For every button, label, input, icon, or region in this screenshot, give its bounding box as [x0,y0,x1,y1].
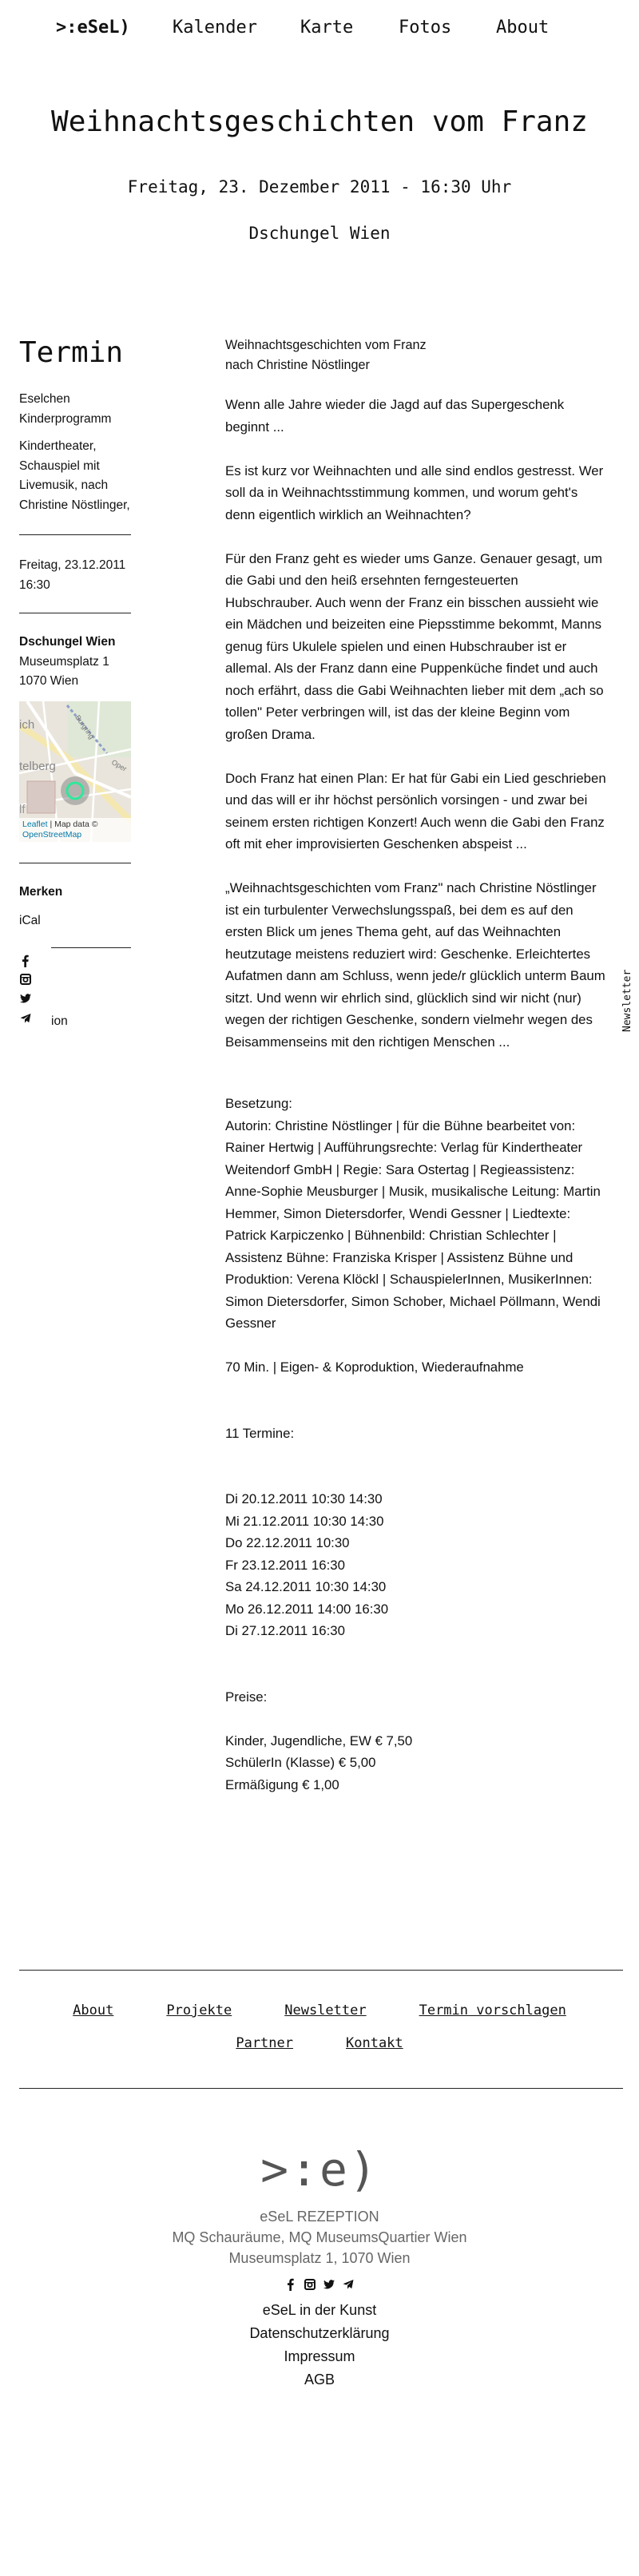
event-venue: Dschungel Wien [248,224,391,243]
venue-city: 1070 Wien [19,674,79,688]
ical-link[interactable]: iCal [19,914,41,927]
price-entry: SchülerIn (Klasse) € 5,00 [225,1755,376,1770]
dates-list [225,1488,609,1642]
price-entry: Ermäßigung € 1,00 [225,1776,339,1792]
facebook-icon[interactable] [19,955,32,967]
twitter-icon[interactable] [19,992,32,1005]
paragraph: Für den Franz geht es wieder ums Ganze. Genauer gesagt, um die Gabi und den heiß ersehnten ferngesteuerten Hubschrauber. Auch wenn der Franz ein bisschen aussieht wie ein Mädchen und beizeiten eine Piepsstimme bekommt, Manns genug fürs Ukulele spielen und einen Hubschrauber ist er allemal. Als der Franz dann eine Puppenküche findet und auch noch erfährt, dass die Gabi Weihnachten lieber mit dem „ach so tollen" Peter verbringen will, ist das der kleine Beginn vom großen Drama. [225,550,604,742]
footer-nav-row1 [0,2002,639,2018]
footer-nav-row2 [0,2035,639,2051]
footer-address-line2: Museumsplatz 1, 1070 Wien [228,2250,411,2266]
footer-link-partner[interactable]: Partner [236,2035,293,2051]
footer-address-line1: MQ Schauräume, MQ MuseumsQuartier Wien [172,2229,467,2245]
footer-divider [19,1970,623,1971]
event-category[interactable]: Eselchen Kinderprogramm [19,392,112,426]
intro-title: Weihnachtsgeschichten vom Franz [225,338,427,352]
map-label: Burgring [73,712,97,740]
venue-street: Museumsplatz 1 [19,654,109,669]
divider [51,947,131,948]
footer-org: eSeL REZEPTION [260,2209,379,2225]
footer-legal [0,2299,639,2391]
openstreetmap-link[interactable]: OpenStreetMap [22,829,82,839]
paragraph: „Weihnachtsgeschichten vom Franz" nach Christine Nöstlinger ist ein turbulenter Verwechslungsspaß, bei dem es auf den ersten Blick um jenes Thema geht, auf das Weihnachten heutzutage meistens reduziert wird: Geschenke. Erleichtertes Aufatmen dann am Schluss, wenn jede/r glücklich unterm Baum sitzt. Und wenn wir ehrlich sind, glücklich sind wir nicht (nur) wegen der richtigen Geschenke, sondern vielmehr wegen des Beisammenseins mit den richtigen Menschen ... [225,880,605,1050]
cast-label: Besetzung: [225,1096,292,1111]
instagram-icon[interactable] [19,973,32,986]
page-title: Weihnachtsgeschichten vom Franz [51,105,588,138]
footer-link-termin-vorschlagen[interactable]: Termin vorschlagen [419,2002,566,2018]
instagram-icon[interactable] [304,2278,316,2291]
event-time: 16:30 [19,578,50,592]
sidebar-heading: Termin [19,336,124,369]
telegram-icon[interactable] [342,2278,355,2291]
event-datetime: Freitag, 23. Dezember 2011 - 16:30 Uhr [127,177,512,196]
dates-label: 11 Termine: [225,1425,295,1441]
prices-label: Preise: [225,1689,268,1705]
map-label: lf [19,802,26,816]
footer-link-impressum[interactable]: Impressum [284,2348,355,2364]
footer-link-agb[interactable]: AGB [304,2372,335,2387]
price-entry: Kinder, Jugendliche, EW € 7,50 [225,1733,413,1748]
date-entry: Di 20.12.2011 10:30 14:30 [225,1491,383,1506]
newsletter-tab-label: Newsletter [621,969,633,1032]
paragraph: Es ist kurz vor Weihnachten und alle sind endlos gestresst. Wer soll da in Weihnachtsstimmung kommen, und worum geht's denn eigentlich wirklich an Weihnachten? [225,462,604,522]
prices-list [225,1730,609,1796]
attribution-text: | Map data © [47,819,98,829]
paragraph: Doch Franz hat einen Plan: Er hat für Gabi ein Lied geschrieben und das will er ihr höchst persönlich vorsingen - und zwar bei seinem ersten richtigen Konzert! Auch wenn die Gabi den Franz oft mit eher improvisierten Geschenken abspeist ... [225,770,606,851]
newsletter-tab[interactable] [621,968,637,1032]
sidebar [19,335,131,1026]
date-entry: Fr 23.12.2011 16:30 [225,1557,345,1573]
footer-link-esel-in-der-kunst[interactable]: eSeL in der Kunst [262,2302,377,2318]
location-marker-halo [61,776,89,805]
cast-list: Autorin: Christine Nöstlinger | für die Bühne bearbeitet von: Rainer Hertwig | Aufführungsrechte: Verlag für Kindertheater Weitendorf GmbH | Regie: Sara Ostertag | Regieassistenz: Anne-Sophie Meusburger | Musik, musikalische Leitung: Martin Hemmer, Simon Dietersdorfer, Wendi Gessner | Liedtexte: Patrick Karpiczenko | Bühnenbild: Christian Schlechter | Assistenz Bühne: Franziska Krisper | Assistenz Bühne und Produktion: Verena Klöckl | SchauspielerInnen, MusikerInnen: Simon Dietersdorfer, Simon Schober, Michael Pöllmann, Wendi Gessner [225,1117,601,1331]
intro-subtitle: nach Christine Nöstlinger [225,357,370,372]
telegram-icon[interactable] [19,1012,32,1025]
divider [19,534,131,535]
date-entry: Mi 21.12.2011 10:30 14:30 [225,1513,384,1529]
map-label: telberg [19,759,56,773]
date-entry: Mo 26.12.2011 14:00 16:30 [225,1601,389,1617]
twitter-icon[interactable] [323,2278,335,2291]
top-nav [0,18,639,42]
event-date: Freitag, 23.12.2011 [19,558,126,572]
footer-link-datenschutz[interactable]: Datenschutzerklärung [249,2325,390,2341]
nav-kalender[interactable]: Kalender [173,18,257,38]
footer-divider [19,2088,623,2089]
date-entry: Sa 24.12.2011 10:30 14:30 [225,1579,387,1594]
venue-map[interactable] [19,701,131,842]
footer-link-kontakt[interactable]: Kontakt [346,2035,403,2051]
footer-social [0,2278,639,2291]
map-label: Oper [110,757,129,773]
date-entry: Di 27.12.2011 16:30 [225,1623,345,1638]
leaflet-link[interactable]: Leaflet [22,819,48,829]
footer-logo: >:e) [260,2142,379,2197]
paragraph: Wenn alle Jahre wieder die Jagd auf das Supergeschenk beginnt ... [225,397,565,435]
footer-link-newsletter[interactable]: Newsletter [284,2002,367,2018]
date-entry: Do 22.12.2011 10:30 [225,1535,350,1550]
nav-fotos[interactable]: Fotos [399,18,452,38]
map-label: ich [19,717,35,732]
map-attribution [19,818,131,842]
footer-link-about[interactable]: About [73,2002,114,2018]
logo-link[interactable]: >:eSeL) [56,18,130,38]
footer-link-projekte[interactable]: Projekte [166,2002,232,2018]
event-description: Kindertheater, Schauspiel mit Livemusik, nach Christine Nöstlinger, [19,439,130,512]
duration: 70 Min. | Eigen- & Koproduktion, Wiederaufnahme [225,1359,524,1375]
nav-about[interactable]: About [496,18,550,38]
facebook-icon[interactable] [284,2278,297,2291]
venue-name[interactable]: Dschungel Wien [19,635,116,649]
event-body [225,335,609,1796]
nav-karte[interactable]: Karte [300,18,354,38]
merken-heading: Merken [19,884,63,899]
truncated-text: ion [51,1014,68,1028]
